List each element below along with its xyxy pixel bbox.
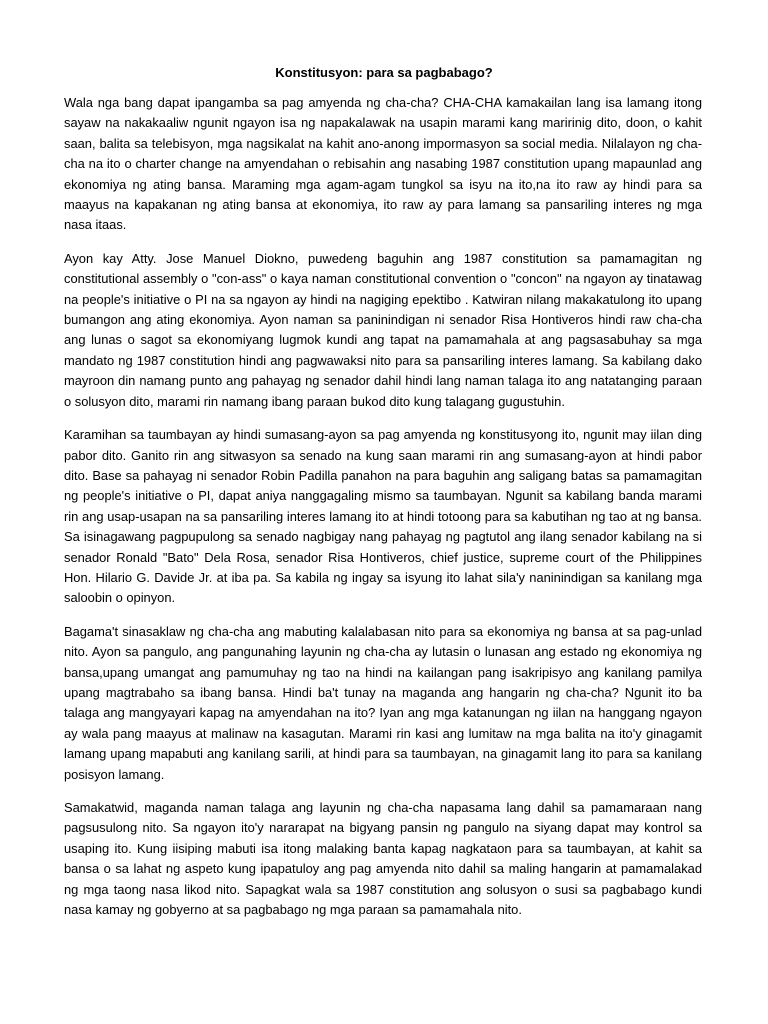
paragraph-3: Karamihan sa taumbayan ay hindi sumasang-ayon sa pag amyenda ng konstitusyong ito, ngunit may iilan ding pabor dito. Ganito rin ang sitwasyon sa senado na kung saan marami rin ang sumasang-ayon at hindi pabor dito. Base sa pahayag ni senador Robin Padilla panahon na para baguhin ang saligang batas sa pamamagitan ng people's initiative o PI, dapat aniya nanggagaling mismo sa taumbayan. Ngunit sa kabilang banda marami rin ang usap-usapan na sa pansariling interes lamang ito at hindi totoong para sa kabutihan ng tao at ng bansa. Sa isinagawang pagpupulong sa senado nagbigay nang pahayag ng pagtutol ang ilang senador kabilang na si senador Ronald "Bato" Dela Rosa, senador Risa Hontiveros, chief justice, supreme court of the Philippines Hon. Hilario G. Davide Jr. at iba pa. Sa kabila ng ingay sa isyung ito lahat sila'y naninindigan sa kanilang mga saloobin o opinyon. [64, 427, 702, 606]
paragraph-1: Wala nga bang dapat ipangamba sa pag amyenda ng cha-cha? CHA-CHA kamakailan lang isa lamang itong sayaw na nakakaaliw ngunit ngayon isa ng napakalawak na usapin marami kang maririnig dito, doon, o kahit saan, balita sa telebisyon, mga nagsikalat na kahit ano-anong impormasyon sa social media. Nilalayon ng cha-cha na ito o charter change na amyendahan o rebisahin ang nasabing 1987 constitution upang mapaunlad ang ekonomiya ng ating bansa. Maraming mga agam-agam tungkol sa isyu na ito,na ito raw ay hindi para sa maayus na kapakanan ng ating bansa at ekonomiya, ito raw ay para lamang sa pansariling interes ng mga nasa itaas. [64, 95, 702, 233]
document-body [64, 93, 702, 933]
document-title: Konstitusyon: para sa pagbabago? [275, 65, 493, 80]
paragraph-4: Bagama't sinasaklaw ng cha-cha ang mabuting kalalabasan nito para sa ekonomiya ng bansa at sa pag-unlad nito. Ayon sa pangulo, ang pangunahing layunin ng cha-cha ay lutasin o lunasan ang estado ng ekonomiya ng bansa,upang umangat ang pamumuhay ng tao na hindi na kailangan pang isakripisyo ang kanilang pamilya upang magtrabaho sa ibang bansa. Hindi ba't tunay na maganda ang hangarin ng cha-cha? Ngunit ito ba talaga ang mangyayari kapag na amyendahan na ito? Iyan ang mga katanungan ng iilan na hanggang ngayon ay wala pang maayus at malinaw na kasagutan. Marami rin kasi ang lumitaw na mga balita na ito'y ginagamit lamang upang mapabuti ang kanilang sarili, at hindi para sa taumbayan, na ginagamit lang ito para sa kanilang posisyon lamang. [64, 623, 702, 782]
paragraph-2: Ayon kay Atty. Jose Manuel Diokno, puwedeng baguhin ang 1987 constitution sa pamamagitan ng constitutional assembly o "con-ass" o kaya naman constitutional convention o "concon" na ngayon ay tinatawag na people's initiative o PI na sa ngayon ay hindi na nagiging epektibo . Katwiran nilang makakatulong ito upang bumangon ang ating ekonomiya. Ayon naman sa paninindigan ni senador Risa Hontiveros hindi raw cha-cha ang lunas o sagot sa ekonomiyang lugmok kundi ang tapat na pamamahala at ang pagsasabuhay sa mga mandato ng 1987 constitution hindi ang pagwawaksi nito para sa pansariling interes lamang. Sa kabilang dako mayroon din namang punto ang pahayag ng senador dahil hindi lang naman talaga ito ang natatanging paraan o solusyon dito, marami rin namang ibang paraan bukod dito kung talagang gugustuhin. [64, 250, 702, 409]
paragraph-5: Samakatwid, maganda naman talaga ang layunin ng cha-cha napasama lang dahil sa pamamaraan nang pagsusulong nito. Sa ngayon ito'y nararapat na bigyang pansin ng pangulo na siyang dapat may kontrol sa usaping ito. Kung iisiping mabuti isa itong malaking banta kapag nagkataon para sa taumbayan, at kahit sa bansa o sa lahat ng aspeto kung ipapatuloy ang pag amyenda nito dahil sa maling hangarin at pamamalakad ng mga taong nasa likod nito. Sapagkat wala sa 1987 constitution ang solusyon o susi sa pagbabago kundi nasa kamay ng gobyerno at sa pagbabago ng mga paraan sa pamamahala nito. [64, 800, 702, 918]
